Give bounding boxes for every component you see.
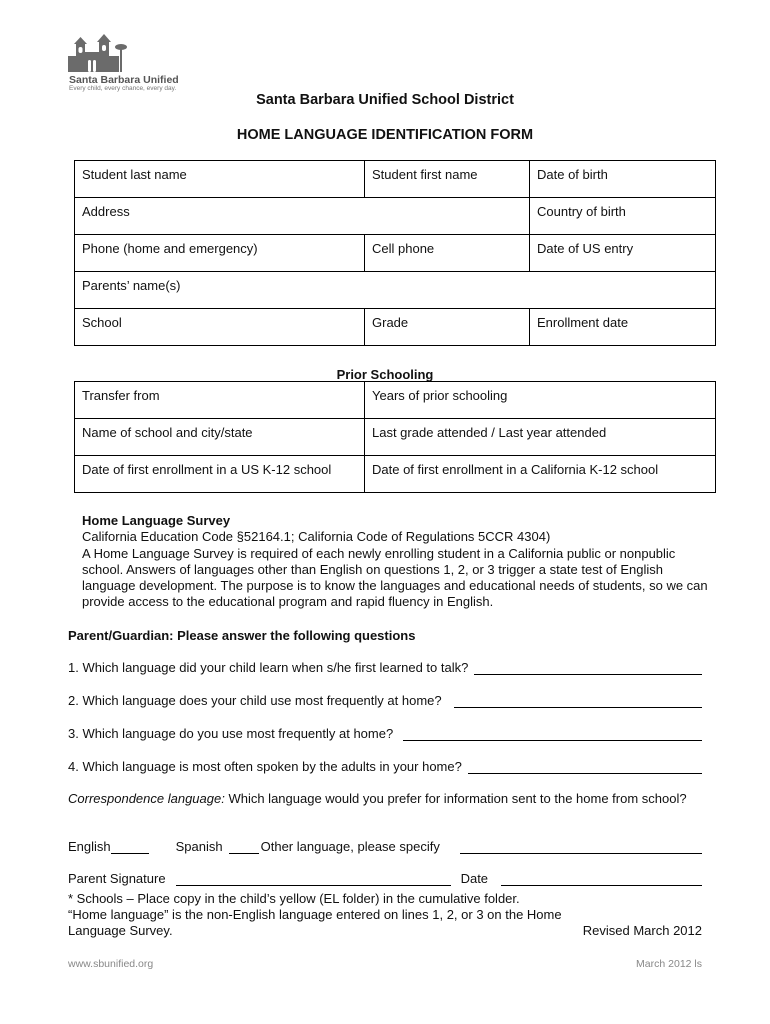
revised-date: Revised March 2012 [582,923,702,938]
first-ca-enrollment-field[interactable]: Date of first enrollment in a California K-12 school [365,456,716,493]
questions-intro: Parent/Guardian: Please answer the following questions [68,628,416,643]
other-language-blank[interactable] [460,841,702,854]
english-label: English [68,839,111,854]
student-last-name-field[interactable]: Student last name [75,161,365,198]
school-city-state-field[interactable]: Name of school and city/state [75,419,365,456]
correspondence-language [68,791,708,807]
note-2: “Home language” is the non-English language entered on lines 1, 2, or 3 on the Home Language Survey. [68,907,562,938]
question-3-answer-line[interactable] [403,728,702,741]
first-us-enrollment-field[interactable]: Date of first enrollment in a US K-12 school [75,456,365,493]
home-language-survey [82,513,712,611]
table-row [75,456,716,493]
table-row [75,382,716,419]
prior-schooling-table [74,381,716,493]
date-of-birth-field[interactable]: Date of birth [530,161,716,198]
country-of-birth-field[interactable]: Country of birth [530,198,716,235]
language-options [68,839,702,854]
notes [68,891,702,939]
question-1 [68,660,702,675]
survey-heading: Home Language Survey [82,513,231,528]
correspondence-label: Correspondence language: [68,791,225,806]
other-language-label: Other language, please specify [260,839,440,854]
enrollment-date-field[interactable]: Enrollment date [530,309,716,346]
parent-signature-label: Parent Signature [68,871,166,886]
district-logo [62,30,202,94]
phone-field[interactable]: Phone (home and emergency) [75,235,365,272]
grade-field[interactable]: Grade [365,309,530,346]
note-1: * Schools – Place copy in the child’s yellow (EL folder) in the cumulative folder. [68,891,520,906]
parents-names-field[interactable]: Parents’ name(s) [75,272,716,309]
spanish-blank[interactable] [229,841,259,854]
question-4 [68,759,702,774]
question-2-text: 2. Which language does your child use most frequently at home? [68,693,442,708]
question-3-text: 3. Which language do you use most frequently at home? [68,726,394,741]
logo-tagline: Every child, every chance, every day. [69,85,177,92]
table-row [75,272,716,309]
question-4-answer-line[interactable] [468,761,702,774]
date-of-us-entry-field[interactable]: Date of US entry [530,235,716,272]
form-title: HOME LANGUAGE IDENTIFICATION FORM [236,127,534,143]
survey-code: California Education Code §52164.1; California Code of Regulations 5CCR 4304) [82,529,551,545]
transfer-from-field[interactable]: Transfer from [75,382,365,419]
table-row [75,198,716,235]
table-row [75,309,716,346]
correspondence-text: Which language would you prefer for information sent to the home from school? [224,791,687,806]
parent-signature-line[interactable] [176,873,451,886]
table-row [75,419,716,456]
date-label: Date [460,871,489,886]
english-blank[interactable] [111,841,149,854]
spanish-label: Spanish [175,839,223,854]
school-field[interactable]: School [75,309,365,346]
last-grade-attended-field[interactable]: Last grade attended / Last year attended [365,419,716,456]
mission-building-icon [66,34,128,72]
cell-phone-field[interactable]: Cell phone [365,235,530,272]
question-1-text: 1. Which language did your child learn when s/he first learned to talk? [68,660,469,675]
years-prior-schooling-field[interactable]: Years of prior schooling [365,382,716,419]
question-1-answer-line[interactable] [474,662,702,675]
footer-website: www.sbunified.org [68,958,154,970]
district-name: Santa Barbara Unified School District [256,92,514,108]
question-2-answer-line[interactable] [454,695,702,708]
note-2-block [68,907,702,939]
student-first-name-field[interactable]: Student first name [365,161,530,198]
survey-body: A Home Language Survey is required of each newly enrolling student in a California public or nonpublic school. Answers of languages other than English on questions 1, 2, or 3 trigger a state test of English language development. The purpose is to know the languages and educational needs of students, so we can provide access to the educational program and rapid fluency in English. [82,545,708,610]
table-row [75,235,716,272]
prior-schooling-heading: Prior Schooling [336,367,434,382]
student-info-table [74,160,716,346]
footer-date-code: March 2012 ls [636,958,702,970]
question-4-text: 4. Which language is most often spoken by the adults in your home? [68,759,462,774]
date-line[interactable] [501,873,702,886]
logo-name: Santa Barbara Unified [69,74,179,86]
question-3 [68,726,702,741]
table-row [75,161,716,198]
question-2 [68,693,702,708]
address-field[interactable]: Address [75,198,530,235]
signature-row [68,871,702,886]
